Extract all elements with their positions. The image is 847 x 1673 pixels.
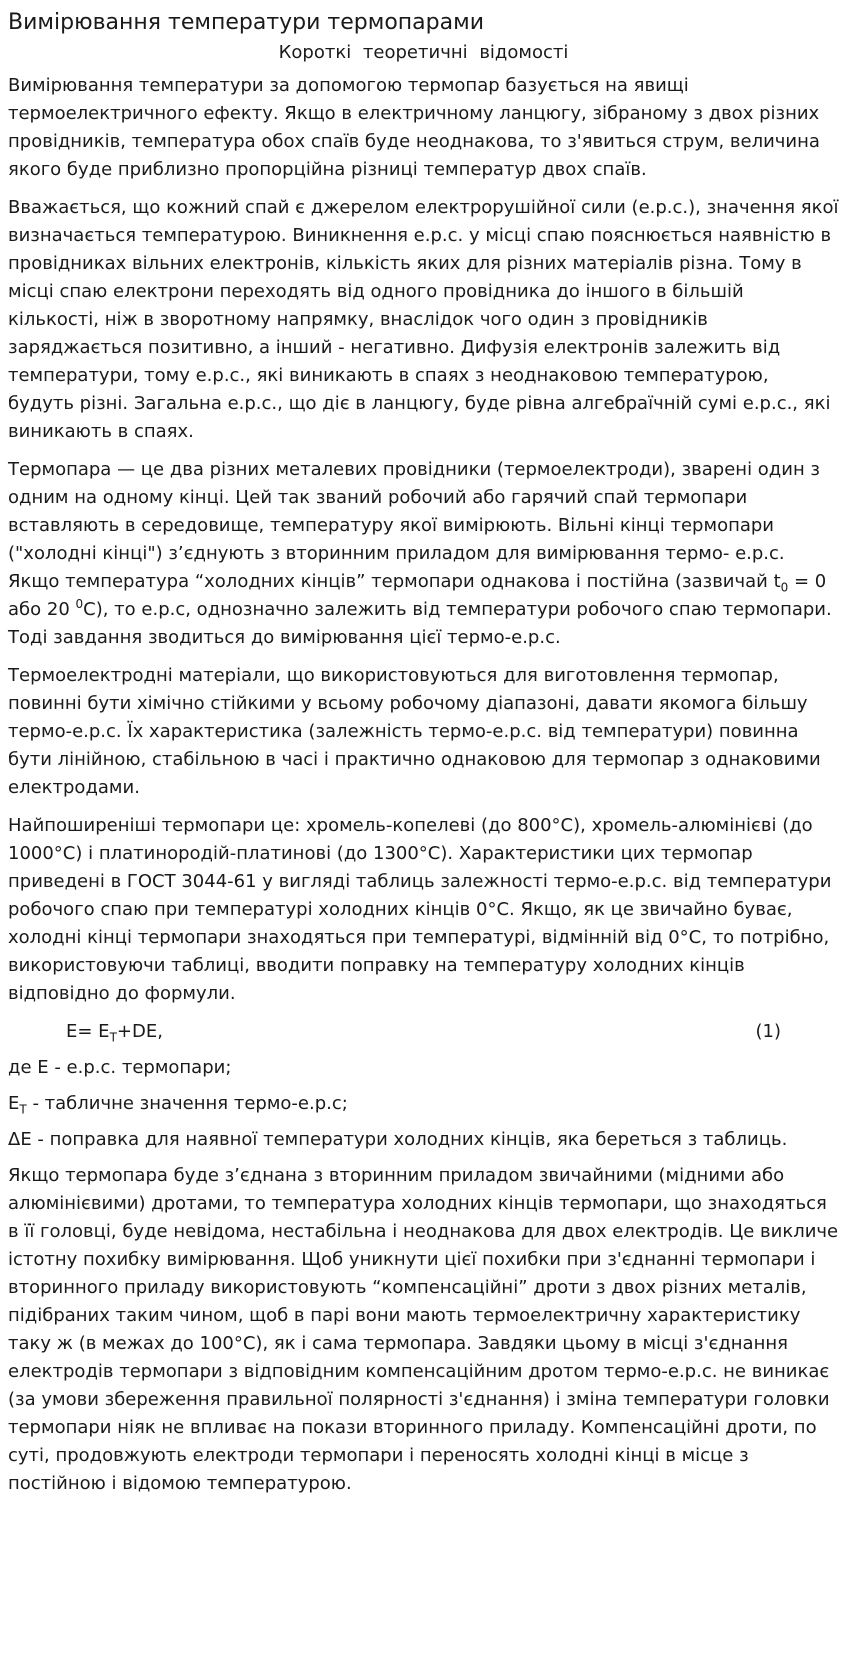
paragraph-common-thermocouples: Найпоширеніші термопари це: хромель-копелеві (до 800°С), хромель-алюмінієві (до 1000°С) і платинородій-платинові (до 1300°С). Характеристики цих термопар приведені в ГОСТ 3044-61 у вигляді таблиць залежності термо-е.р.с. від температури робочого спаю при температурі холодних кінців 0°С. Якщо, як це звичайно буває, холодні кінці термопари знаходяться при температурі, відмінній від 0°С, то потрібно, використовуючи таблиці, вводити поправку на температуру холодних кінців відповідно до формули. — [8, 815, 832, 1004]
formula-subscript: T — [109, 1030, 117, 1045]
paragraph-compensation-wires: Якщо термопара буде з’єднана з вторинним приладом звичайними (мідними або алюмінієвими) дротами, то температура холодних кінців термопари, що знаходяться в її головці, буде невідома, нестабільна і неоднакова для двох електродів. Це викличе істотну похибку вимірювання. Щоб уникнути цієї похибки при з'єднанні термопари і вторинного приладу використовують “компенсаційні” дроти з двох різних металів, підібраних таким чином, щоб в парі вони мають термоелектричну характеристику таку ж (в межах до 100°С), як і сама термопара. Завдяки цьому в місці з'єднання електродів термопари з відповідним компенсаційним дротом термо-е.р.с. не виникає (за умови збереження правильної полярності з'єднання) і зміна температури головки термопари ніяк не впливає на покази вторинного приладу. Компенсаційні дроти, по суті, продовжують електроди термопари і переносять холодні кінці в місце з постійною і відомою температурою. — [8, 1165, 839, 1494]
paragraph-thermoelectric-effect: Вимірювання температури за допомогою термопар базується на явищі термоелектричного ефекту. Якщо в електричному ланцюгу, зібраному з двох різних провідників, температура обох спаїв буде неоднакова, то з'явиться струм, величина якого буде приблизно пропорційна різниці температур двох спаїв. — [8, 75, 820, 180]
paragraph-emf-origin: Вважається, що кожний спай є джерелом електрорушійної сили (е.р.с.), значення якої визначається температурою. Виникнення е.р.с. у місці спаю пояснюється наявністю в провідниках вільних електронів, кількість яких для різних матеріалів різна. Тому в місці спаю електрони переходять від одного провідника до іншого в більшій кількості, ніж в зворотному напрямку, внаслідок чого один з провідників заряджається позитивно, а інший - негативно. Дифузія електронів залежить від температури, тому е.р.с., які виникають в спаях з неоднаковою температурою, будуть різні. Загальна е.р.с., що діє в ланцюгу, буде рівна алгебраїчній сумі е.р.с., які виникають в спаях. — [8, 197, 839, 442]
definition-e: де Е - е.р.с. термопари; — [8, 1057, 232, 1078]
definition-text: - табличне значення термо-е.р.с; — [26, 1093, 348, 1114]
section-subtitle: Короткі теоретичні відомості — [278, 42, 569, 63]
formula-number: (1) — [755, 1021, 781, 1042]
formula-lhs: E= E — [66, 1021, 110, 1042]
superscript: 0 — [75, 597, 84, 611]
paragraph-text: = 0 або 20 — [8, 571, 827, 620]
definition-et — [8, 1090, 839, 1118]
definition-symbol: Е — [8, 1093, 20, 1114]
paragraph-text: С), то е.р.с, однозначно залежить від температури робочого спаю термопари. Тоді завдання зводиться до вимірювання цієї термо-е.р.с. — [8, 599, 832, 648]
paragraph-text: Термопара — це два різних металевих провідники (термоелектроди), зварені один з одним на одному кінці. Цей так званий робочий або гарячий спай термопари вставляють в середовище, температуру якої вимірюють. Вільні кінці термопари ("холодні кінці") з’єднують з вторинним приладом для вимірювання термо- е.р.с. Якщо температура “холодних кінців” термопари однакова і постійна (зазвичай t — [8, 459, 821, 592]
definition-delta-e: ΔЕ - поправка для наявної температури холодних кінців, яка береться з таблиць. — [8, 1129, 788, 1150]
document-title: Вимірювання температури термопарами — [8, 10, 485, 35]
formula-definitions — [8, 1054, 839, 1154]
formula-1 — [8, 1018, 839, 1046]
formula-rhs: +DE, — [116, 1021, 163, 1042]
paragraph-thermocouple-definition — [8, 456, 839, 652]
subscript: 0 — [780, 580, 789, 595]
definition-subscript: Т — [19, 1102, 27, 1117]
formula-expression — [66, 1018, 163, 1046]
paragraph-electrode-materials: Термоелектродні матеріали, що використовуються для виготовлення термопар, повинні бути хімічно стійкими у всьому робочому діапазоні, давати якомога більшу термо-е.р.с. Їх характеристика (залежність термо-е.р.с. від температури) повинна бути лінійною, стабільною в часі і практично однаковою для термопар з однаковими електродами. — [8, 665, 821, 798]
